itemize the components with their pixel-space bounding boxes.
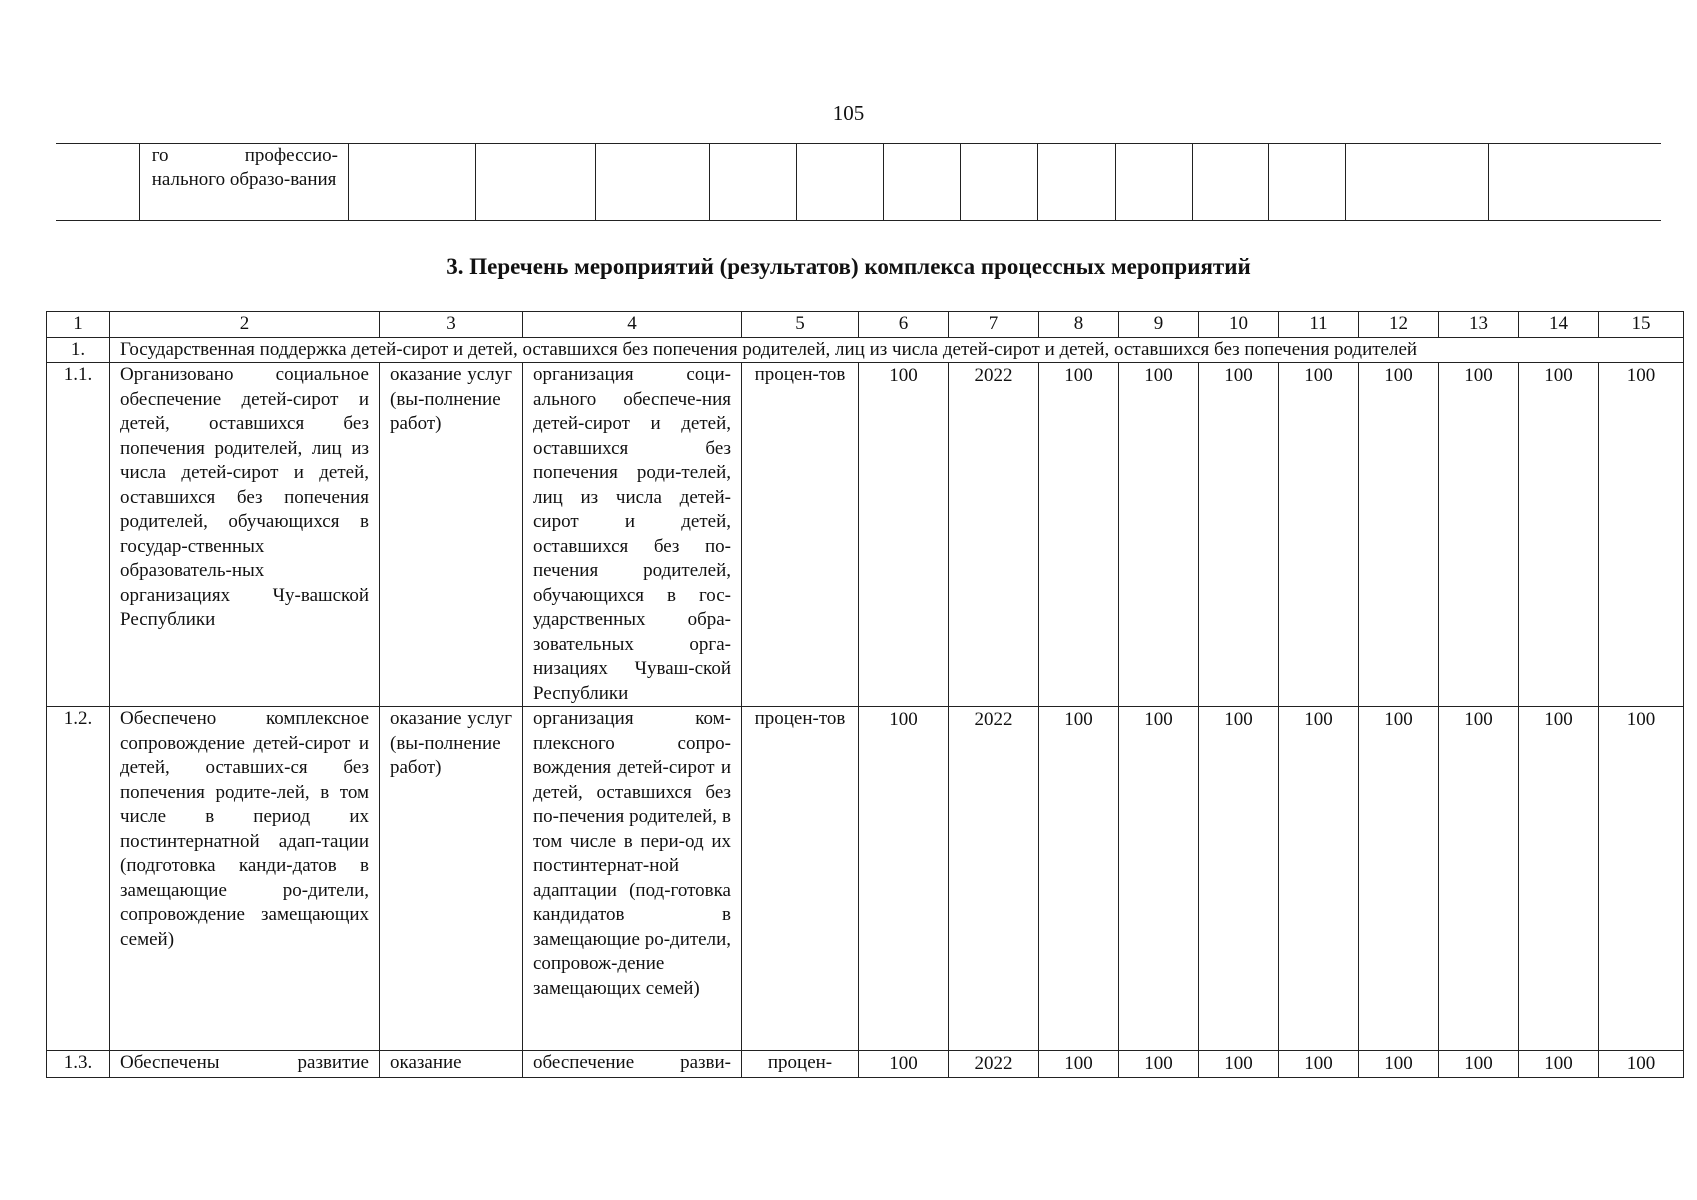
cell [961, 144, 1038, 221]
cell [1269, 144, 1346, 221]
row-unit-cell [742, 363, 859, 707]
value-cell: 100 [1519, 1051, 1599, 1078]
cell [710, 144, 797, 221]
row-description: организация ком-плексного сопро-вождения детей-сирот и детей, оставшихся без по-печения родителей, в том числе в пери-од их постинтернат-ной адаптации (под-готовка кандидатов в замещающие ро-дители, сопровож-дение замещающих семей) [533, 708, 731, 999]
group-number: 1. [47, 337, 110, 363]
row-unit: процен-тов [754, 708, 846, 729]
value-cell: 100 [1279, 707, 1359, 1051]
value-cell: 100 [1279, 1051, 1359, 1078]
value-cell: 100 [1359, 1051, 1439, 1078]
group-row [47, 337, 1684, 363]
value-cell: 100 [1599, 1051, 1684, 1078]
header-cell: 1 [47, 312, 110, 338]
cell [476, 144, 596, 221]
continued-row [56, 144, 1661, 221]
row-name: Организовано социальное обеспечение детей-сирот и детей, оставшихся без попечения родителей, лиц из числа детей-сирот и детей, оставшихся без попечения родителей, обучающихся в государ-ственных образователь-ных организациях Чу-вашской Республики [120, 364, 369, 630]
row-name-cell [110, 707, 380, 1051]
value-cell: 100 [1039, 707, 1119, 1051]
continued-text: го профессио-нального образо-вания [151, 145, 338, 190]
row-description-cell [523, 707, 742, 1051]
row-unit-cell [742, 707, 859, 1051]
row-number: 1.3. [47, 1051, 110, 1078]
base-value: 100 [859, 1051, 949, 1078]
header-cell: 2 [110, 312, 380, 338]
value-cell: 100 [1199, 1051, 1279, 1078]
header-cell: 10 [1199, 312, 1279, 338]
cell [797, 144, 884, 221]
cell [1488, 144, 1661, 221]
row-name-cell [110, 363, 380, 707]
header-cell: 14 [1519, 312, 1599, 338]
cell [883, 144, 960, 221]
base-year: 2022 [949, 707, 1039, 1051]
header-cell: 15 [1599, 312, 1684, 338]
row-description: организация соци-ального обеспече-ния детей-сирот и детей, оставшихся без попечения роди-телей, лиц из числа детей-сирот и детей, оставшихся без по-печения родителей, обучающихся в гос-ударственных обра-зовательных орга-низациях Чуваш-ской Республики [533, 364, 731, 704]
value-cell: 100 [1519, 363, 1599, 707]
cell [1115, 144, 1192, 221]
value-cell: 100 [1119, 363, 1199, 707]
table-row [47, 1051, 1684, 1078]
table-row [47, 363, 1684, 707]
row-description-cell [523, 363, 742, 707]
header-cell: 13 [1439, 312, 1519, 338]
group-title: Государственная поддержка детей-сирот и детей, оставшихся без попечения родителей, лиц из числа детей-сирот и детей, оставшихся без попечения родителей [110, 337, 1684, 363]
row-number: 1.2. [47, 707, 110, 1051]
row-type: оказание [390, 1052, 462, 1073]
row-type-cell [380, 1051, 523, 1078]
row-name: Обеспечено комплексное сопровождение детей-сирот и детей, оставших-ся без попечения родите-лей, в том числе в период их постинтернатной адап-тации (подготовка канди-датов в замещающие ро-дители, сопровождение замещающих семей) [120, 708, 369, 950]
header-cell: 9 [1119, 312, 1199, 338]
header-cell: 12 [1359, 312, 1439, 338]
row-type: оказание услуг (вы-полнение работ) [390, 708, 512, 778]
value-cell: 100 [1039, 1051, 1119, 1078]
header-cell: 5 [742, 312, 859, 338]
base-value: 100 [859, 363, 949, 707]
value-cell: 100 [1519, 707, 1599, 1051]
page-number: 105 [832, 101, 865, 125]
value-cell: 100 [1439, 1051, 1519, 1078]
header-cell: 4 [523, 312, 742, 338]
value-cell: 100 [1359, 363, 1439, 707]
row-name: Обеспечены развитие [120, 1052, 369, 1073]
header-row [47, 312, 1684, 338]
row-description-cell [523, 1051, 742, 1078]
base-year: 2022 [949, 363, 1039, 707]
header-cell: 8 [1039, 312, 1119, 338]
header-cell: 6 [859, 312, 949, 338]
table-row [47, 707, 1684, 1051]
value-cell: 100 [1039, 363, 1119, 707]
value-cell: 100 [1439, 707, 1519, 1051]
cell [1192, 144, 1268, 221]
value-cell: 100 [1439, 363, 1519, 707]
section-title: 3. Перечень мероприятий (результатов) комплекса процессных мероприятий [446, 254, 1251, 279]
row-unit: процен-тов [754, 364, 846, 385]
cell [1346, 144, 1489, 221]
value-cell: 100 [1599, 363, 1684, 707]
row-type: оказание услуг (вы-полнение работ) [390, 364, 512, 434]
header-cell: 11 [1279, 312, 1359, 338]
row-name-cell [110, 1051, 380, 1078]
row-number: 1.1. [47, 363, 110, 707]
row-type-cell [380, 363, 523, 707]
cell [1038, 144, 1115, 221]
cell-name [139, 144, 348, 221]
value-cell: 100 [1599, 707, 1684, 1051]
value-cell: 100 [1199, 707, 1279, 1051]
cell [596, 144, 710, 221]
header-cell: 3 [380, 312, 523, 338]
base-year: 2022 [949, 1051, 1039, 1078]
cell [56, 144, 139, 221]
row-unit-cell [742, 1051, 859, 1078]
value-cell: 100 [1119, 1051, 1199, 1078]
base-value: 100 [859, 707, 949, 1051]
value-cell: 100 [1279, 363, 1359, 707]
continued-table [56, 143, 1661, 221]
activities-table [46, 311, 1684, 1078]
row-type-cell [380, 707, 523, 1051]
row-description: обеспечение разви- [533, 1052, 731, 1073]
cell [348, 144, 475, 221]
value-cell: 100 [1359, 707, 1439, 1051]
header-cell: 7 [949, 312, 1039, 338]
value-cell: 100 [1119, 707, 1199, 1051]
value-cell: 100 [1199, 363, 1279, 707]
row-unit: процен- [767, 1052, 833, 1073]
